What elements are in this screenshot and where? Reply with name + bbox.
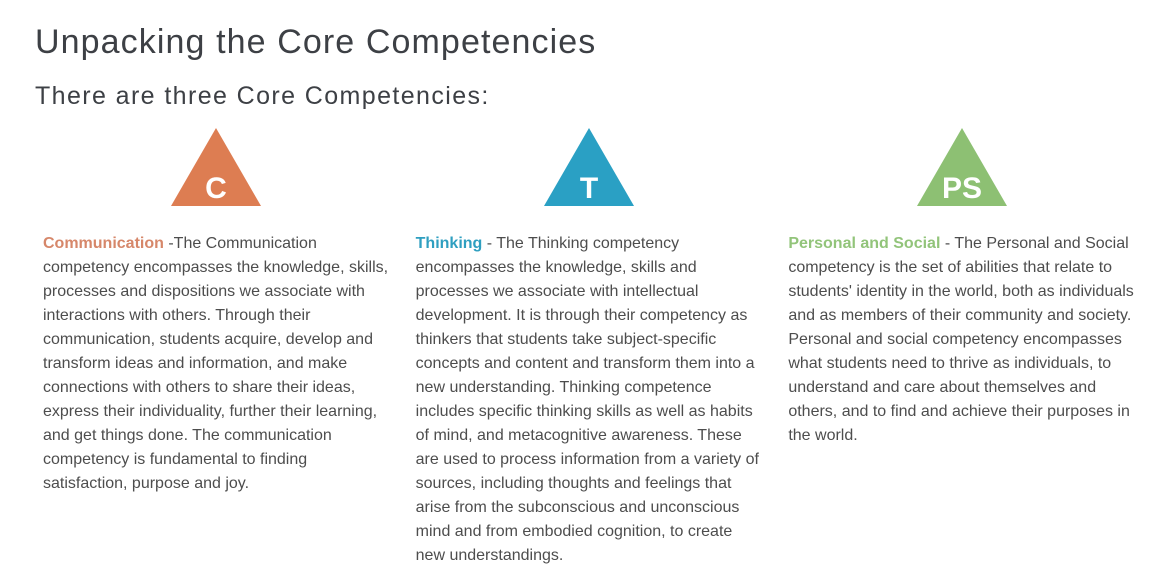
triangle-letter: T bbox=[579, 171, 599, 205]
thinking-triangle-icon bbox=[416, 127, 763, 207]
personal-social-triangle-icon bbox=[788, 127, 1135, 207]
competency-column-thinking bbox=[416, 127, 763, 568]
competency-columns bbox=[43, 127, 1135, 568]
competency-description-personal-social bbox=[788, 232, 1135, 448]
competency-label-thinking: Thinking bbox=[415, 234, 483, 252]
competency-description-thinking bbox=[416, 232, 763, 568]
competency-label-communication: Communication bbox=[43, 234, 164, 252]
competency-text-thinking: - The Thinking competency encompasses the knowledge, skills and processes we associate with intellectual development. It is through their competency as thinkers that students take subject-specific concepts and content and transform them into a new understanding. Thinking competence includes specific thinking skills as well as habits of mind, and metacognitive awareness. These are used to process information from a variety of sources, including thoughts and feelings that arise from the subconscious and unconscious mind and from embodied cognition, to create new understandings. bbox=[415, 234, 759, 564]
triangle-letter: C bbox=[205, 171, 228, 205]
competency-text-personal-social: - The Personal and Social competency is the set of abilities that relate to students' identity in the world, both as individuals and as members of their community and society. Personal and social competency encompasses what students need to thrive as individuals, to understand and care about themselves and others, and to find and achieve their purposes in the world. bbox=[788, 234, 1134, 444]
competency-column-communication bbox=[43, 127, 390, 568]
competency-text-communication: -The Communication competency encompasses the knowledge, skills, processes and dispositions we associate with interactions with others. Through their communication, students acquire, develop and transform ideas and information, and make connections with others to share their ideas, express their individuality, further their learning, and get things done. The communication competency is fundamental to finding satisfaction, purpose and joy. bbox=[43, 234, 389, 492]
triangle-letter: PS bbox=[941, 171, 982, 205]
page-subtitle: There are three Core Competencies: bbox=[35, 81, 490, 110]
competency-column-personal-social bbox=[788, 127, 1135, 568]
competency-label-personal-social: Personal and Social bbox=[788, 234, 941, 252]
competency-description-communication bbox=[43, 232, 390, 496]
page-title: Unpacking the Core Competencies bbox=[35, 23, 597, 61]
communication-triangle-icon bbox=[43, 127, 390, 207]
